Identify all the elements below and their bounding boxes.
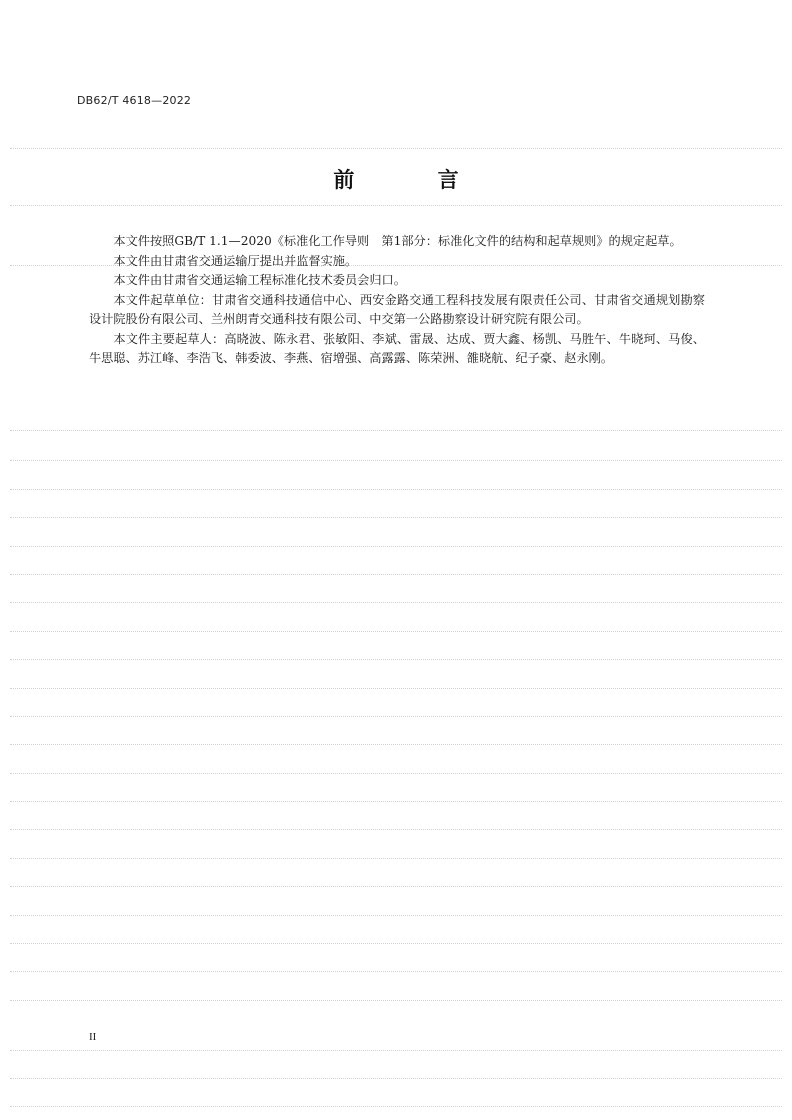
paragraph-proposer: 本文件由甘肃省交通运输厅提出并监督实施。 xyxy=(113,253,358,268)
background-guideline xyxy=(10,829,782,830)
background-guideline xyxy=(10,574,782,575)
background-guideline xyxy=(10,1000,782,1001)
background-guideline xyxy=(10,915,782,916)
background-guideline xyxy=(10,943,782,944)
background-guideline xyxy=(10,858,782,859)
paragraph-technical-committee: 本文件由甘肃省交通运输工程标准化技术委员会归口。 xyxy=(113,273,406,287)
background-guideline xyxy=(10,489,782,490)
background-guideline xyxy=(10,716,782,717)
background-guideline xyxy=(10,801,782,802)
background-guideline xyxy=(10,460,782,461)
background-guideline xyxy=(10,971,782,972)
background-guideline xyxy=(10,205,782,206)
background-guideline xyxy=(10,517,782,518)
document-code: DB62/T 4618—2022 xyxy=(77,94,192,107)
paragraph-drafting-units: 本文件起草单位：甘肃省交通科技通信中心、西安金路交通工程科技发展有限责任公司、甘肃省交通规划勘察设计院股份有限公司、兰州朗青交通科技有限公司、中交第一公路勘察设计研究院有限公司。 xyxy=(89,292,705,326)
background-guideline xyxy=(10,1106,782,1107)
background-guideline xyxy=(10,688,782,689)
background-guideline xyxy=(10,602,782,603)
background-guideline xyxy=(10,1078,782,1079)
background-guideline xyxy=(10,430,782,431)
background-guideline xyxy=(10,659,782,660)
page-title: 前 言 xyxy=(333,168,497,192)
background-guideline xyxy=(10,773,782,774)
background-guideline xyxy=(10,744,782,745)
paragraph-drafting-basis: 本文件按照GB/T 1.1—2020《标准化工作导则 第1部分：标准化文件的结构和起草规则》的规定起草。 xyxy=(113,234,682,248)
background-guideline xyxy=(10,631,782,632)
background-guideline xyxy=(10,1050,782,1051)
paragraph-drafters: 本文件主要起草人：高晓波、陈永君、张敏阳、李斌、雷晟、达成、贾大鑫、杨凯、马胜午、牛晓珂、马俊、牛思聪、苏江峰、李浩飞、韩委波、李燕、宿增强、高露露、陈荣洲、雒晓航、纪子豪、赵永刚。 xyxy=(89,331,705,365)
foreword-body xyxy=(89,232,705,369)
background-guideline xyxy=(10,886,782,887)
page-number: II xyxy=(89,1031,97,1043)
background-guideline xyxy=(10,546,782,547)
background-guideline xyxy=(10,148,782,149)
